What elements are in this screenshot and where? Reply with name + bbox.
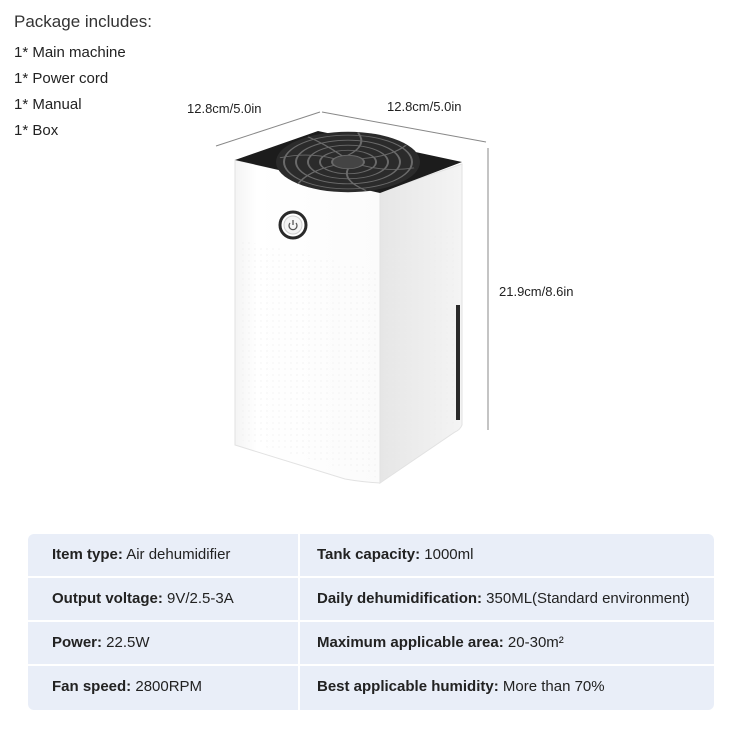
spec-label: Daily dehumidification: — [317, 590, 483, 607]
spec-cell — [317, 622, 564, 664]
tank-slot — [456, 305, 460, 420]
spec-cell — [52, 666, 202, 708]
height-dimension: 21.9cm/8.6in — [499, 284, 574, 299]
package-title: Package includes: — [14, 12, 152, 31]
spec-value: 2800RPM — [131, 678, 203, 695]
spec-value: 20-30m² — [503, 634, 564, 651]
spec-cell — [52, 622, 150, 664]
spec-cell — [317, 578, 690, 620]
spec-value: 9V/2.5-3A — [162, 590, 234, 607]
width-dimension-left: 12.8cm/5.0in — [187, 101, 262, 116]
spec-row — [28, 534, 714, 578]
spec-value: More than 70% — [498, 678, 605, 695]
spec-label: Output voltage: — [52, 590, 163, 607]
spec-row — [28, 666, 714, 710]
spec-label: Tank capacity: — [317, 546, 421, 563]
spec-label: Maximum applicable area: — [317, 634, 504, 651]
power-button-icon — [280, 212, 306, 238]
spec-cell — [52, 578, 234, 620]
spec-label: Fan speed: — [52, 678, 132, 695]
package-item: 1* Main machine — [14, 44, 126, 61]
spec-row — [28, 622, 714, 666]
column-divider — [298, 534, 300, 710]
spec-label: Power: — [52, 634, 103, 651]
spec-value: Air dehumidifier — [122, 546, 231, 563]
fan-grille-icon — [276, 132, 420, 192]
spec-value: 22.5W — [102, 634, 150, 651]
spec-value: 1000ml — [420, 546, 474, 563]
spec-cell — [317, 666, 605, 708]
width-dimension-right: 12.8cm/5.0in — [387, 99, 462, 114]
spec-label: Item type: — [52, 546, 123, 563]
package-item: 1* Power cord — [14, 70, 109, 87]
package-item: 1* Box — [14, 122, 59, 139]
spec-value: 350ML(Standard environment) — [482, 590, 690, 607]
spec-row — [28, 578, 714, 622]
spec-label: Best applicable humidity: — [317, 678, 499, 695]
package-item: 1* Manual — [14, 96, 82, 113]
spec-table — [28, 534, 714, 710]
spec-cell — [317, 534, 473, 576]
spec-cell — [52, 534, 230, 576]
